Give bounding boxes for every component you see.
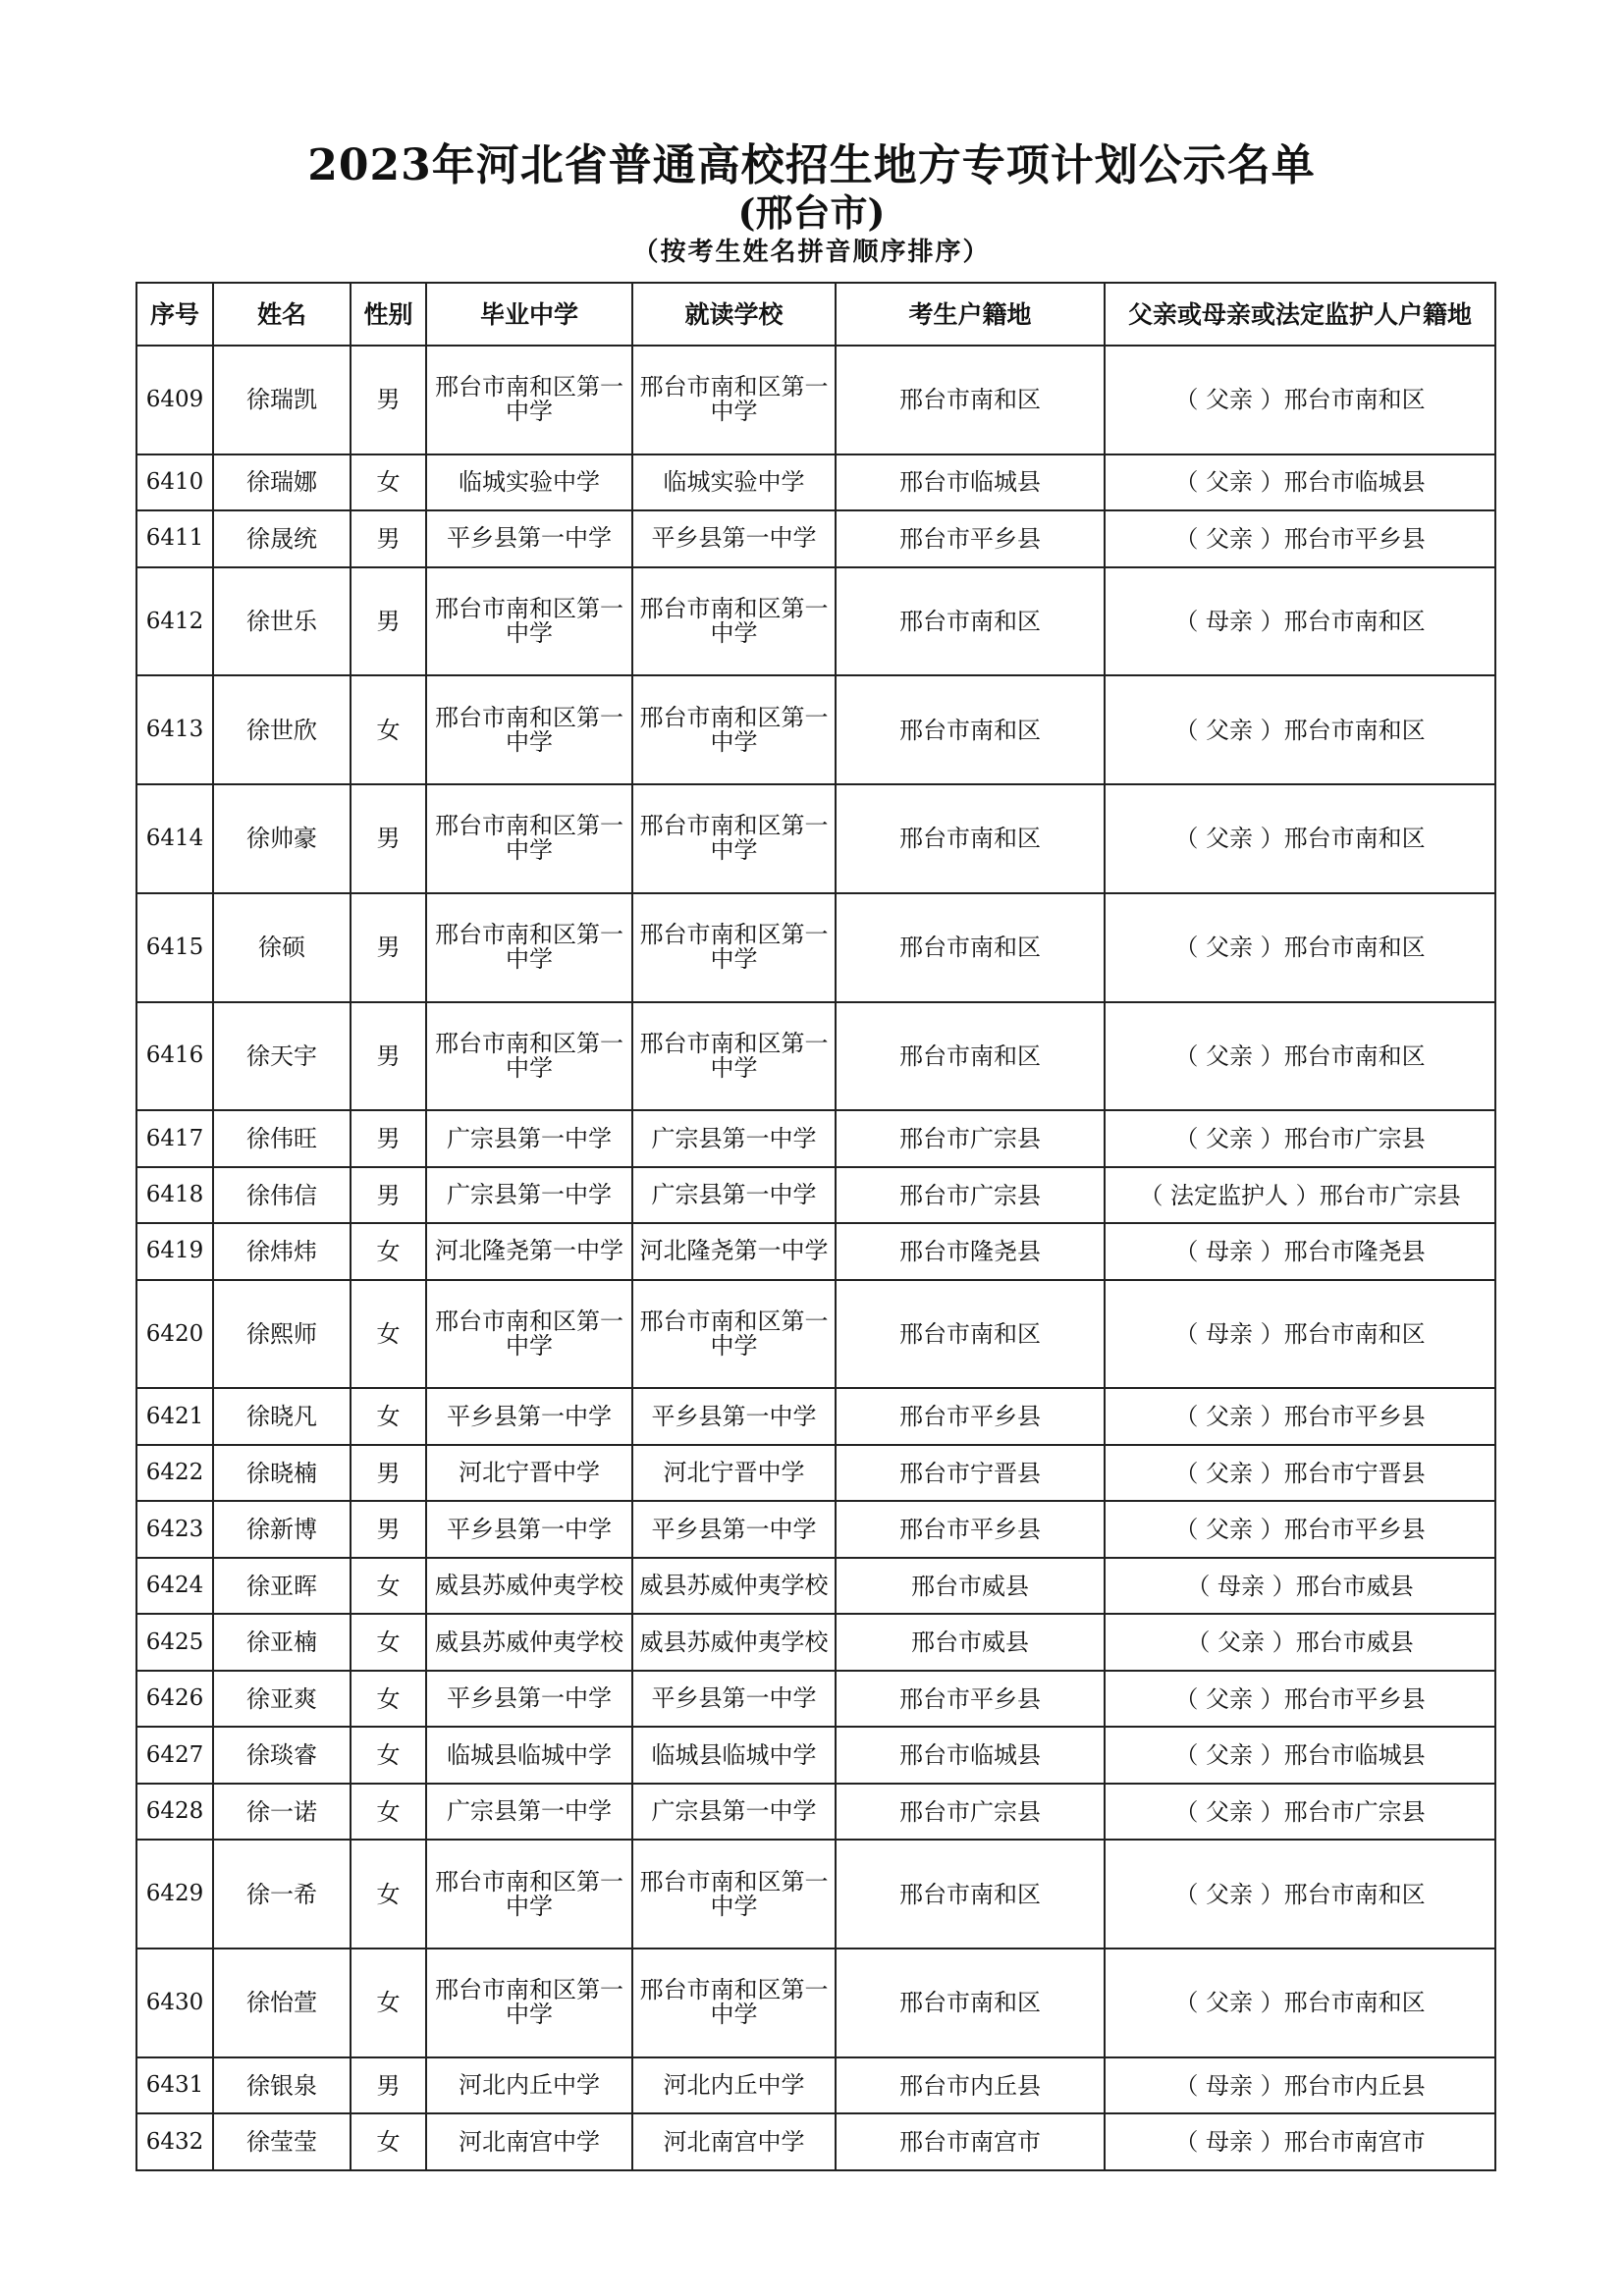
cell-current-school: 邢台市南和区第一中学 xyxy=(632,1949,836,2057)
cell-current-school: 河北南宫中学 xyxy=(632,2113,836,2170)
roster-table xyxy=(135,282,1496,2171)
cell-household-registration: 邢台市隆尧县 xyxy=(836,1223,1105,1279)
cell-current-school: 河北宁晋中学 xyxy=(632,1445,836,1501)
cell-current-school: 临城县临城中学 xyxy=(632,1727,836,1783)
header-index: 序号 xyxy=(136,283,213,346)
cell-gender: 女 xyxy=(351,1388,426,1444)
cell-name: 徐亚爽 xyxy=(213,1671,351,1727)
table-row xyxy=(136,1445,1495,1501)
cell-index: 6418 xyxy=(136,1167,213,1223)
cell-name: 徐世乐 xyxy=(213,567,351,676)
cell-gender: 女 xyxy=(351,2113,426,2170)
cell-guardian-registration: （ 父亲 ）邢台市南和区 xyxy=(1105,1002,1495,1111)
cell-guardian-registration: （ 父亲 ）邢台市威县 xyxy=(1105,1614,1495,1670)
cell-name: 徐新博 xyxy=(213,1501,351,1557)
cell-graduation-school: 邢台市南和区第一中学 xyxy=(426,675,632,784)
table-row xyxy=(136,567,1495,676)
cell-guardian-registration: （ 父亲 ）邢台市南和区 xyxy=(1105,1949,1495,2057)
cell-index: 6409 xyxy=(136,346,213,454)
cell-gender: 男 xyxy=(351,1445,426,1501)
cell-guardian-registration: （ 父亲 ）邢台市南和区 xyxy=(1105,1840,1495,1949)
cell-gender: 男 xyxy=(351,784,426,893)
table-row xyxy=(136,454,1495,510)
cell-current-school: 邢台市南和区第一中学 xyxy=(632,1002,836,1111)
cell-name: 徐炜炜 xyxy=(213,1223,351,1279)
cell-household-registration: 邢台市广宗县 xyxy=(836,1784,1105,1840)
cell-household-registration: 邢台市南和区 xyxy=(836,1002,1105,1111)
cell-guardian-registration: （ 父亲 ）邢台市临城县 xyxy=(1105,454,1495,510)
cell-household-registration: 邢台市广宗县 xyxy=(836,1167,1105,1223)
cell-household-registration: 邢台市南和区 xyxy=(836,675,1105,784)
cell-gender: 男 xyxy=(351,2057,426,2113)
cell-guardian-registration: （ 父亲 ）邢台市南和区 xyxy=(1105,346,1495,454)
cell-current-school: 平乡县第一中学 xyxy=(632,1388,836,1444)
cell-household-registration: 邢台市南和区 xyxy=(836,1280,1105,1389)
cell-name: 徐世欣 xyxy=(213,675,351,784)
cell-graduation-school: 河北南宫中学 xyxy=(426,2113,632,2170)
cell-name: 徐晓楠 xyxy=(213,1445,351,1501)
cell-guardian-registration: （ 父亲 ）邢台市平乡县 xyxy=(1105,1501,1495,1557)
cell-household-registration: 邢台市南和区 xyxy=(836,567,1105,676)
cell-current-school: 平乡县第一中学 xyxy=(632,1671,836,1727)
cell-guardian-registration: （ 父亲 ）邢台市平乡县 xyxy=(1105,510,1495,566)
table-row xyxy=(136,1002,1495,1111)
cell-current-school: 邢台市南和区第一中学 xyxy=(632,675,836,784)
cell-index: 6419 xyxy=(136,1223,213,1279)
cell-guardian-registration: （ 父亲 ）邢台市广宗县 xyxy=(1105,1110,1495,1166)
cell-current-school: 邢台市南和区第一中学 xyxy=(632,1840,836,1949)
cell-index: 6414 xyxy=(136,784,213,893)
cell-gender: 女 xyxy=(351,1784,426,1840)
cell-current-school: 临城实验中学 xyxy=(632,454,836,510)
cell-household-registration: 邢台市南和区 xyxy=(836,1840,1105,1949)
table-row xyxy=(136,893,1495,1002)
header-graduation-school: 毕业中学 xyxy=(426,283,632,346)
cell-household-registration: 邢台市临城县 xyxy=(836,454,1105,510)
cell-current-school: 威县苏威仲夷学校 xyxy=(632,1558,836,1614)
header-guardian-registration: 父亲或母亲或法定监护人户籍地 xyxy=(1105,283,1495,346)
cell-name: 徐天宇 xyxy=(213,1002,351,1111)
table-row xyxy=(136,1280,1495,1389)
cell-index: 6421 xyxy=(136,1388,213,1444)
cell-current-school: 平乡县第一中学 xyxy=(632,1501,836,1557)
cell-graduation-school: 临城实验中学 xyxy=(426,454,632,510)
table-row xyxy=(136,1388,1495,1444)
header-household-registration: 考生户籍地 xyxy=(836,283,1105,346)
cell-current-school: 河北隆尧第一中学 xyxy=(632,1223,836,1279)
cell-graduation-school: 平乡县第一中学 xyxy=(426,1501,632,1557)
cell-current-school: 广宗县第一中学 xyxy=(632,1110,836,1166)
cell-graduation-school: 邢台市南和区第一中学 xyxy=(426,346,632,454)
cell-household-registration: 邢台市平乡县 xyxy=(836,510,1105,566)
table-row xyxy=(136,2113,1495,2170)
cell-index: 6422 xyxy=(136,1445,213,1501)
cell-current-school: 威县苏威仲夷学校 xyxy=(632,1614,836,1670)
cell-household-registration: 邢台市威县 xyxy=(836,1558,1105,1614)
cell-graduation-school: 邢台市南和区第一中学 xyxy=(426,1002,632,1111)
cell-current-school: 邢台市南和区第一中学 xyxy=(632,893,836,1002)
table-row xyxy=(136,510,1495,566)
cell-name: 徐硕 xyxy=(213,893,351,1002)
cell-name: 徐帅豪 xyxy=(213,784,351,893)
cell-graduation-school: 临城县临城中学 xyxy=(426,1727,632,1783)
table-row xyxy=(136,1727,1495,1783)
document-title: 2023年河北省普通高校招生地方专项计划公示名单 xyxy=(307,140,1316,190)
cell-name: 徐晓凡 xyxy=(213,1388,351,1444)
cell-graduation-school: 河北内丘中学 xyxy=(426,2057,632,2113)
cell-household-registration: 邢台市广宗县 xyxy=(836,1110,1105,1166)
cell-graduation-school: 邢台市南和区第一中学 xyxy=(426,893,632,1002)
cell-index: 6410 xyxy=(136,454,213,510)
table-row xyxy=(136,784,1495,893)
cell-index: 6423 xyxy=(136,1501,213,1557)
cell-guardian-registration: （ 父亲 ）邢台市宁晋县 xyxy=(1105,1445,1495,1501)
cell-graduation-school: 河北隆尧第一中学 xyxy=(426,1223,632,1279)
header-current-school: 就读学校 xyxy=(632,283,836,346)
cell-index: 6427 xyxy=(136,1727,213,1783)
cell-gender: 男 xyxy=(351,510,426,566)
cell-index: 6428 xyxy=(136,1784,213,1840)
document-subtitle: (邢台市) xyxy=(737,190,886,235)
cell-household-registration: 邢台市南和区 xyxy=(836,346,1105,454)
cell-index: 6417 xyxy=(136,1110,213,1166)
table-row xyxy=(136,675,1495,784)
cell-graduation-school: 邢台市南和区第一中学 xyxy=(426,567,632,676)
cell-index: 6424 xyxy=(136,1558,213,1614)
cell-gender: 女 xyxy=(351,1614,426,1670)
cell-guardian-registration: （ 法定监护人 ）邢台市广宗县 xyxy=(1105,1167,1495,1223)
header-name: 姓名 xyxy=(213,283,351,346)
cell-current-school: 邢台市南和区第一中学 xyxy=(632,567,836,676)
cell-gender: 男 xyxy=(351,1167,426,1223)
cell-guardian-registration: （ 母亲 ）邢台市威县 xyxy=(1105,1558,1495,1614)
cell-gender: 女 xyxy=(351,675,426,784)
cell-index: 6412 xyxy=(136,567,213,676)
cell-index: 6413 xyxy=(136,675,213,784)
table-row xyxy=(136,1614,1495,1670)
table-row xyxy=(136,1167,1495,1223)
cell-current-school: 河北内丘中学 xyxy=(632,2057,836,2113)
cell-gender: 女 xyxy=(351,1840,426,1949)
cell-household-registration: 邢台市南和区 xyxy=(836,1949,1105,2057)
cell-household-registration: 邢台市平乡县 xyxy=(836,1671,1105,1727)
cell-gender: 女 xyxy=(351,1280,426,1389)
cell-name: 徐琰睿 xyxy=(213,1727,351,1783)
cell-guardian-registration: （ 母亲 ）邢台市隆尧县 xyxy=(1105,1223,1495,1279)
table-header-row xyxy=(136,283,1495,346)
cell-household-registration: 邢台市平乡县 xyxy=(836,1388,1105,1444)
cell-name: 徐一诺 xyxy=(213,1784,351,1840)
cell-household-registration: 邢台市平乡县 xyxy=(836,1501,1105,1557)
table-row xyxy=(136,1223,1495,1279)
cell-name: 徐瑞娜 xyxy=(213,454,351,510)
cell-index: 6426 xyxy=(136,1671,213,1727)
cell-gender: 男 xyxy=(351,346,426,454)
cell-graduation-school: 威县苏威仲夷学校 xyxy=(426,1558,632,1614)
cell-gender: 男 xyxy=(351,567,426,676)
cell-gender: 男 xyxy=(351,1501,426,1557)
cell-name: 徐莹莹 xyxy=(213,2113,351,2170)
table-row xyxy=(136,1671,1495,1727)
cell-guardian-registration: （ 母亲 ）邢台市南宫市 xyxy=(1105,2113,1495,2170)
cell-graduation-school: 威县苏威仲夷学校 xyxy=(426,1614,632,1670)
table-row xyxy=(136,2057,1495,2113)
cell-gender: 女 xyxy=(351,1727,426,1783)
cell-graduation-school: 平乡县第一中学 xyxy=(426,510,632,566)
cell-index: 6420 xyxy=(136,1280,213,1389)
cell-guardian-registration: （ 母亲 ）邢台市南和区 xyxy=(1105,1280,1495,1389)
cell-index: 6432 xyxy=(136,2113,213,2170)
table-row xyxy=(136,1110,1495,1166)
cell-graduation-school: 平乡县第一中学 xyxy=(426,1671,632,1727)
cell-household-registration: 邢台市宁晋县 xyxy=(836,1445,1105,1501)
cell-name: 徐熙师 xyxy=(213,1280,351,1389)
cell-name: 徐亚晖 xyxy=(213,1558,351,1614)
cell-index: 6416 xyxy=(136,1002,213,1111)
cell-gender: 女 xyxy=(351,1949,426,2057)
cell-guardian-registration: （ 父亲 ）邢台市广宗县 xyxy=(1105,1784,1495,1840)
cell-current-school: 邢台市南和区第一中学 xyxy=(632,784,836,893)
header-gender: 性别 xyxy=(351,283,426,346)
cell-guardian-registration: （ 父亲 ）邢台市南和区 xyxy=(1105,784,1495,893)
table-body xyxy=(136,346,1495,2170)
cell-guardian-registration: （ 父亲 ）邢台市南和区 xyxy=(1105,893,1495,1002)
cell-graduation-school: 邢台市南和区第一中学 xyxy=(426,784,632,893)
cell-gender: 男 xyxy=(351,893,426,1002)
cell-gender: 男 xyxy=(351,1110,426,1166)
cell-graduation-school: 河北宁晋中学 xyxy=(426,1445,632,1501)
cell-gender: 女 xyxy=(351,454,426,510)
cell-graduation-school: 广宗县第一中学 xyxy=(426,1110,632,1166)
cell-current-school: 广宗县第一中学 xyxy=(632,1784,836,1840)
cell-index: 6431 xyxy=(136,2057,213,2113)
cell-household-registration: 邢台市南和区 xyxy=(836,784,1105,893)
cell-name: 徐亚楠 xyxy=(213,1614,351,1670)
cell-graduation-school: 邢台市南和区第一中学 xyxy=(426,1840,632,1949)
table-row xyxy=(136,1501,1495,1557)
cell-name: 徐瑞凯 xyxy=(213,346,351,454)
cell-household-registration: 邢台市临城县 xyxy=(836,1727,1105,1783)
cell-guardian-registration: （ 母亲 ）邢台市内丘县 xyxy=(1105,2057,1495,2113)
cell-gender: 女 xyxy=(351,1223,426,1279)
table-row xyxy=(136,1784,1495,1840)
cell-gender: 女 xyxy=(351,1558,426,1614)
cell-name: 徐银泉 xyxy=(213,2057,351,2113)
cell-guardian-registration: （ 父亲 ）邢台市临城县 xyxy=(1105,1727,1495,1783)
cell-guardian-registration: （ 母亲 ）邢台市南和区 xyxy=(1105,567,1495,676)
cell-household-registration: 邢台市内丘县 xyxy=(836,2057,1105,2113)
table-row xyxy=(136,1558,1495,1614)
cell-household-registration: 邢台市南宫市 xyxy=(836,2113,1105,2170)
cell-current-school: 广宗县第一中学 xyxy=(632,1167,836,1223)
cell-index: 6415 xyxy=(136,893,213,1002)
cell-index: 6425 xyxy=(136,1614,213,1670)
cell-name: 徐晟统 xyxy=(213,510,351,566)
cell-household-registration: 邢台市南和区 xyxy=(836,893,1105,1002)
cell-graduation-school: 平乡县第一中学 xyxy=(426,1388,632,1444)
cell-index: 6429 xyxy=(136,1840,213,1949)
cell-current-school: 平乡县第一中学 xyxy=(632,510,836,566)
table-row xyxy=(136,1949,1495,2057)
table-row xyxy=(136,346,1495,454)
cell-gender: 女 xyxy=(351,1671,426,1727)
cell-graduation-school: 广宗县第一中学 xyxy=(426,1167,632,1223)
cell-guardian-registration: （ 父亲 ）邢台市平乡县 xyxy=(1105,1671,1495,1727)
cell-guardian-registration: （ 父亲 ）邢台市南和区 xyxy=(1105,675,1495,784)
cell-current-school: 邢台市南和区第一中学 xyxy=(632,1280,836,1389)
cell-gender: 男 xyxy=(351,1002,426,1111)
cell-index: 6411 xyxy=(136,510,213,566)
cell-name: 徐伟信 xyxy=(213,1167,351,1223)
cell-index: 6430 xyxy=(136,1949,213,2057)
cell-graduation-school: 广宗县第一中学 xyxy=(426,1784,632,1840)
table-row xyxy=(136,1840,1495,1949)
cell-current-school: 邢台市南和区第一中学 xyxy=(632,346,836,454)
sort-note: （按考生姓名拼音顺序排序） xyxy=(632,238,991,267)
cell-name: 徐怡萱 xyxy=(213,1949,351,2057)
cell-household-registration: 邢台市威县 xyxy=(836,1614,1105,1670)
cell-name: 徐一希 xyxy=(213,1840,351,1949)
cell-name: 徐伟旺 xyxy=(213,1110,351,1166)
cell-graduation-school: 邢台市南和区第一中学 xyxy=(426,1949,632,2057)
cell-guardian-registration: （ 父亲 ）邢台市平乡县 xyxy=(1105,1388,1495,1444)
cell-graduation-school: 邢台市南和区第一中学 xyxy=(426,1280,632,1389)
